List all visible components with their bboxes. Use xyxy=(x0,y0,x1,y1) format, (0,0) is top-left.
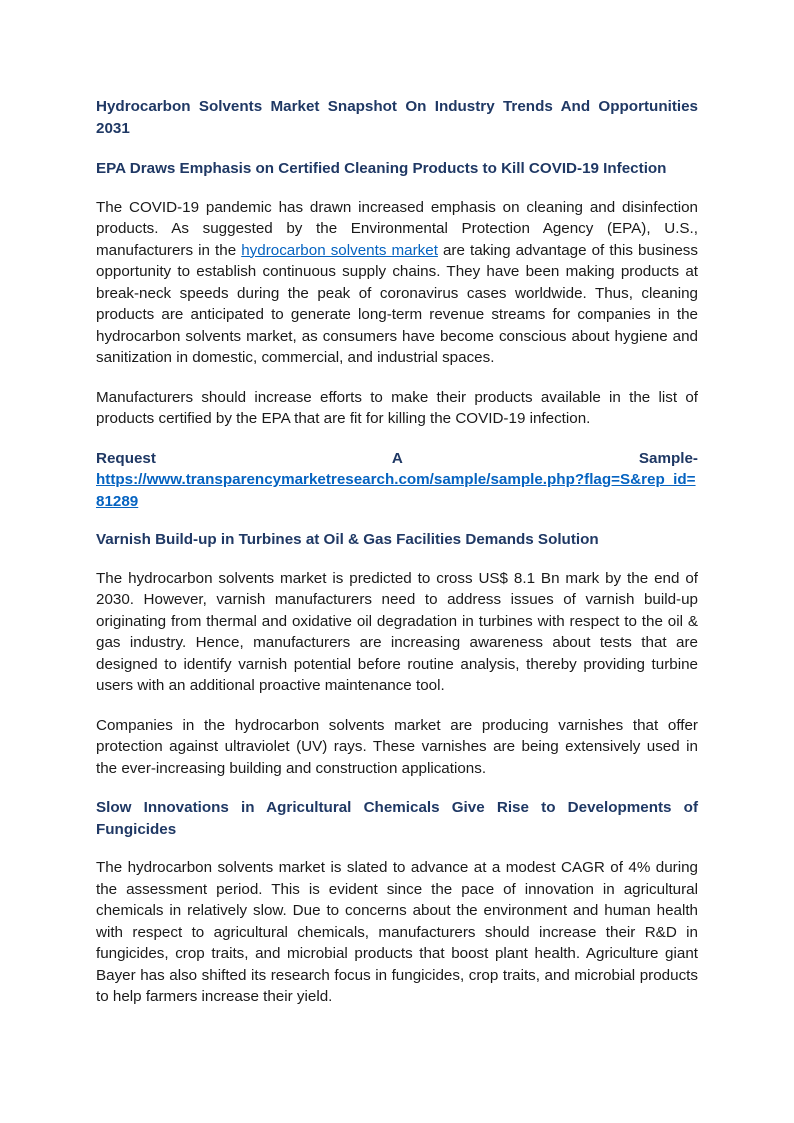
paragraph-uv-varnishes: Companies in the hydrocarbon solvents market are producing varnishes that offer protection against ultraviolet (UV) rays. These varnishes are being extensively used in the ever-increasing building and construction applications. xyxy=(96,716,698,777)
section-heading-varnish: Varnish Build-up in Turbines at Oil & Gas Facilities Demands Solution xyxy=(96,531,599,548)
hydrocarbon-solvents-market-link[interactable]: hydrocarbon solvents market xyxy=(241,241,438,259)
document-title: Hydrocarbon Solvents Market Snapshot On Industry Trends And Opportunities 2031 xyxy=(96,98,698,137)
section-heading-fungicides: Slow Innovations in Agricultural Chemicals Give Rise to Developments of Fungicides xyxy=(96,799,698,838)
paragraph-text-before-link: The COVID-19 pandemic has drawn increased emphasis on cleaning and disinfection products. As suggested by the Environmental Protection Agency (EPA), U.S., manufacturers in the xyxy=(96,198,698,259)
paragraph-text-after-link: are taking advantage of this business opportunity to establish continuous supply chains. They have been making products at break-neck speeds during the peak of coronavirus cases worldwide. Thus, cleaning products are anticipated to generate long-term revenue streams for companies in the hydrocarbon solvents market, as consumers have become conscious about hygiene and sanitization in domestic, commercial, and industrial spaces. xyxy=(96,241,698,366)
request-sample-link[interactable]: https://www.transparencymarketresearch.com/sample/sample.php?flag=S&rep_id=81289 xyxy=(96,471,696,510)
request-article-word: A xyxy=(391,449,403,467)
request-sample-label xyxy=(96,448,698,470)
request-sample-word: Sample- xyxy=(638,449,698,467)
document-page xyxy=(96,96,698,1026)
request-word: Request xyxy=(96,449,156,467)
section-heading-epa: EPA Draws Emphasis on Certified Cleaning Products to Kill COVID-19 Infection xyxy=(96,160,667,177)
paragraph-varnish-buildup: The hydrocarbon solvents market is predicted to cross US$ 8.1 Bn mark by the end of 2030. However, varnish manufacturers need to address issues of varnish build-up originating from thermal and oxidative oil degradation in turbines with respect to the oil & gas industry. Hence, manufacturers are increasing awareness about tests that are designed to identify varnish potential before routine analysis, thereby providing turbine users with an additional proactive maintenance tool. xyxy=(96,569,698,694)
paragraph-agricultural-chemicals: The hydrocarbon solvents market is slated to advance at a modest CAGR of 4% during the assessment period. This is evident since the pace of innovation in agricultural chemicals in relatively slow. Due to concerns about the environment and human health with respect to agricultural chemicals, manufacturers should increase their R&D in fungicides, crop traits, and microbial products that boost plant health. Agriculture giant Bayer has also shifted its research focus in fungicides, crop traits, and microbial products to help farmers increase their yield. xyxy=(96,859,698,1005)
paragraph-covid-cleaning xyxy=(96,197,698,369)
paragraph-epa-certified: Manufacturers should increase efforts to make their products available in the list of products certified by the EPA that are fit for killing the COVID-19 infection. xyxy=(96,388,698,427)
request-sample-block xyxy=(96,448,698,513)
